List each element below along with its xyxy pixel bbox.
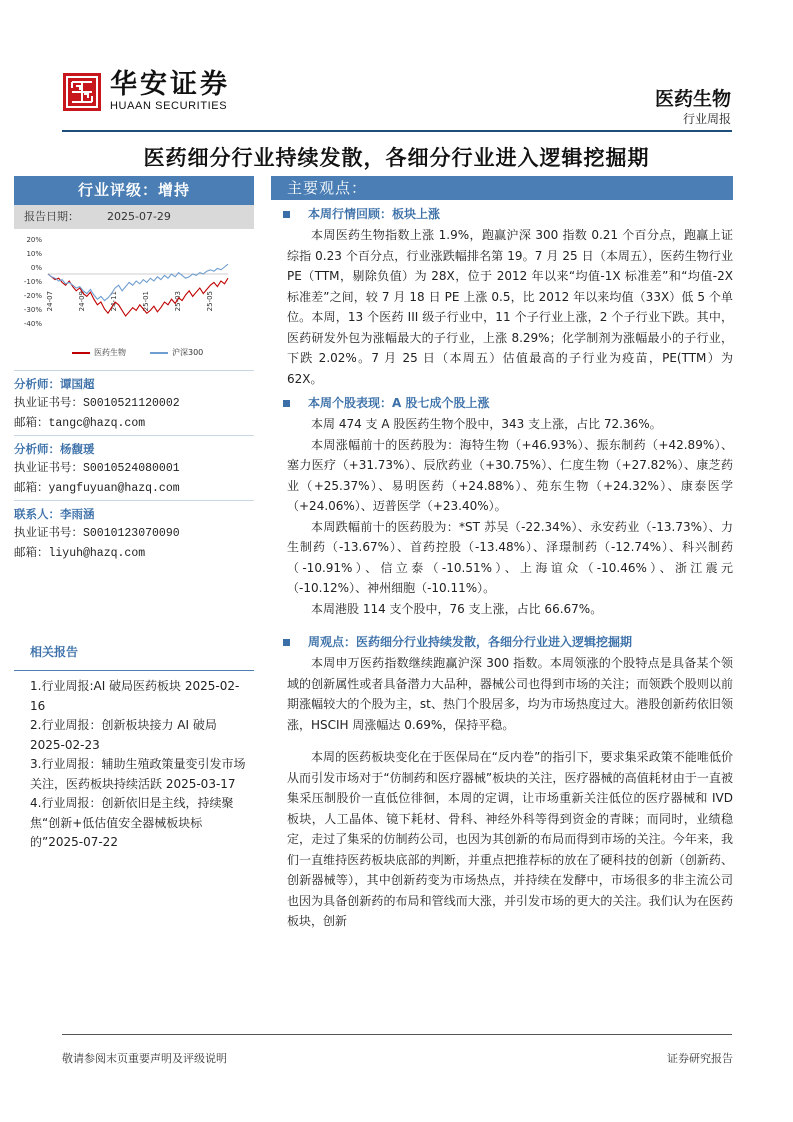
analyst-block-1 — [14, 375, 254, 433]
analyst-divider — [14, 435, 254, 436]
main-points-header: 主要观点： — [271, 176, 733, 200]
analyst-block-3 — [14, 505, 254, 563]
related-divider — [14, 670, 254, 671]
y-tick-label: -40% — [23, 320, 42, 328]
email-label: 邮箱： — [14, 545, 49, 559]
csi300-series-line — [48, 264, 228, 300]
footer-divider — [62, 1034, 732, 1035]
y-tick-label: 0% — [30, 264, 42, 272]
footer-report-type: 证券研究报告 — [667, 1052, 733, 1065]
cert-number: S0010521120002 — [83, 397, 180, 410]
analyst-name: 分析师：杨馥瑗 — [14, 442, 95, 456]
email-link[interactable]: tangc@hazq.com — [48, 417, 146, 430]
analyst-email — [14, 543, 254, 563]
analyst-email — [14, 413, 254, 433]
cert-label: 执业证书号： — [14, 525, 83, 539]
logo-english-name: HUAAN SECURITIES — [110, 100, 228, 112]
email-link[interactable]: liyuh@hazq.com — [48, 547, 146, 560]
y-tick-label: -30% — [23, 306, 42, 314]
analyst-name: 联系人：李雨涵 — [14, 507, 95, 521]
page-header — [0, 0, 793, 130]
legend-pharma-label: 医药生物 — [94, 348, 126, 357]
heading-text: 本周行情回顾：板块上涨 — [308, 207, 441, 221]
y-tick-label: 10% — [26, 250, 42, 258]
paragraph: 本周港股 114 支个股中，76 支上涨，占比 66.67%。 — [311, 601, 603, 616]
email-label: 邮箱： — [14, 415, 49, 429]
paragraph: 本周申万医药指数继续跑赢沪深 300 指数。本周领涨的个股特点是具备某个领域的创新属性或者具备潜力大品种，器械公司也得到市场的关注；而领跌个股则以前期涨幅较大的个股为主，st、热门个股居多，均为市场热度过大。港股创新药依旧领涨，HSCIH 周涨幅达 0.69%，保持平稳。 — [287, 656, 733, 732]
analyst-cert — [14, 393, 254, 413]
y-tick-label: -20% — [23, 292, 42, 300]
heading-text: 周观点：医药细分行业持续发散，各细分行业进入逻辑挖掘期 — [308, 635, 633, 649]
section-heading-stock-performance — [271, 392, 733, 414]
paragraph: 本周的医药板块变化在于医保局在“反内卷”的指引下，要求集采政策不能唯低价从而引发市场对于“仿制药和医疗器械”板块的关注，医疗器械的高值耗材由于一直被集采压制股价一直低位徘徊，本周的定调，让市场重新关注低位的医疗器械和 IVD 板块，人工晶体、镜下耗材、骨科、神经外科等得到资金的青睐；而同时，业绩稳定，走过了集采的仿制药公司，也因为其创新的布局而得到市场的关注。今年来，我们一直维持医药板块底部的判断，并重点把推荐标的放在了硬科技的创新（创新药、创新器械等），其中创新药变为市场热点，并持续在发酵中，市场很多的非主流公司也因为具备创新药的布局和管线而大涨，并引发市场的更大的关注。我们认为在医药板块，创新 — [287, 750, 733, 928]
section-heading-market-review — [271, 203, 733, 225]
related-reports — [14, 642, 254, 853]
related-report-item[interactable]: 3.行业周报：辅助生殖政策量变引发市场关注，医药板块持续活跃 2025-03-17 — [30, 757, 246, 791]
x-tick-label: 24-07 — [46, 291, 54, 312]
analyst-cert — [14, 458, 254, 478]
paragraph: 本周 474 支 A 股医药生物个股中，343 支上涨，占比 72.36%。 — [311, 417, 662, 431]
paragraph: 本周跌幅前十的医药股为：*ST 苏吴（-22.34%）、永安药业（-13.73%）、力生制药（-13.67%）、首药控股（-13.48%）、泽璟制药（-12.74%）、科兴制药（-10.91%）、信立泰（-10.51%）、上海谊众（-10.46%）、浙江震元（-10.12%）、神州细胞（-10.11%）。 — [287, 519, 733, 595]
footer-disclaimer: 敬请参阅末页重要声明及评级说明 — [62, 1052, 227, 1065]
x-tick-label: 25-03 — [174, 291, 182, 312]
logo-chinese-name: 华安证券 — [110, 69, 230, 100]
report-date — [14, 205, 254, 229]
cert-number: S0010123070090 — [83, 527, 180, 540]
paragraph: 本周涨幅前十的医药股为：海特生物（+46.93%）、振东制药（+42.89%）、塞力医疗（+31.73%）、辰欣药业（+30.75%）、仁度生物（+27.82%）、康芝药业（+25.37%）、易明医药（+24.88%）、苑东生物（+24.32%）、康泰医学（+24.06%）、迈普医学（+23.40%）。 — [287, 437, 733, 513]
y-tick-label: 20% — [26, 236, 42, 244]
legend-pharma-swatch — [72, 352, 90, 354]
industry-rating: 行业评级：增持 — [14, 176, 254, 205]
document-type: 行业周报 — [682, 112, 731, 126]
email-link[interactable]: yangfuyuan@hazq.com — [48, 482, 180, 495]
analyst-block-2 — [14, 440, 254, 498]
performance-chart — [14, 235, 254, 345]
email-label: 邮箱： — [14, 480, 49, 494]
chart-legend — [72, 347, 254, 358]
x-tick-label: 25-01 — [142, 291, 150, 312]
report-date-label: 报告日期： — [24, 210, 79, 223]
x-tick-label: 24-09 — [78, 291, 86, 312]
header-divider — [62, 130, 732, 132]
related-reports-title: 相关报告 — [30, 645, 79, 659]
section-heading-weekly-view — [271, 631, 733, 653]
x-tick-label: 25-05 — [206, 291, 214, 312]
cert-number: S0010524080001 — [83, 462, 180, 475]
analyst-email — [14, 478, 254, 498]
x-tick-label: 24-11 — [110, 291, 118, 312]
analyst-name: 分析师：谭国超 — [14, 377, 95, 391]
bullet-square-icon — [283, 400, 290, 407]
cert-label: 执业证书号： — [14, 395, 83, 409]
legend-csi300-label: 沪深300 — [172, 348, 204, 357]
related-report-item[interactable]: 2.行业周报：创新板块接力 AI 破局 2025-02-23 — [30, 718, 217, 752]
y-tick-label: -10% — [23, 278, 42, 286]
analyst-divider — [14, 500, 254, 501]
sidebar — [14, 176, 254, 563]
legend-pharma — [72, 347, 126, 358]
related-report-item[interactable]: 1.行业周报:AI 破局医药板块 2025-02-16 — [30, 679, 240, 713]
report-title: 医药细分行业持续发散，各细分行业进入逻辑挖掘期 — [143, 146, 650, 170]
sector-name: 医药生物 — [654, 88, 731, 110]
heading-text: 本周个股表现：A 股七成个股上涨 — [308, 396, 490, 410]
bullet-square-icon — [283, 211, 290, 218]
cert-label: 执业证书号： — [14, 460, 83, 474]
seal-logo-icon — [62, 72, 102, 112]
main-content — [271, 176, 733, 932]
related-report-item[interactable]: 4.行业周报：创新依旧是主线，持续聚焦“创新+低估值安全器械板块标的”2025-07-22 — [30, 796, 234, 849]
bullet-square-icon — [283, 639, 290, 646]
pharma-series-line — [48, 274, 228, 316]
company-logo — [62, 70, 230, 113]
paragraph: 本周医药生物指数上涨 1.9%，跑赢沪深 300 指数 0.21 个百分点，跑赢上证综指 0.23 个百分点，行业涨跌幅排名第 19。7 月 25 日（本周五），医药生物行业 PE（TTM，剔除负值）为 28X，位于 2012 年以来“均值-1X 标准差”和“均值-2X 标准差”之间，较 7 月 18 日 PE 上涨 0.5，比 2012 年以来均值（33X）低 5 个单位。本周，13 个医药 III 级子行业中，11 个子行业上涨，2 个子行业下跌。其中，医药研发外包为涨幅最大的子行业，上涨 8.29%；化学制剂为涨幅最小的子行业，下跌 2.02%。7 月 25 日（本周五）估值最高的子行业为疫苗，PE(TTM）为 62X。 — [287, 228, 733, 386]
legend-csi300-swatch — [150, 352, 168, 354]
analyst-cert — [14, 523, 254, 543]
report-date-value: 2025-07-29 — [107, 210, 171, 223]
performance-chart-svg — [14, 235, 254, 345]
legend-csi300 — [150, 347, 203, 358]
sidebar-divider — [14, 370, 254, 371]
